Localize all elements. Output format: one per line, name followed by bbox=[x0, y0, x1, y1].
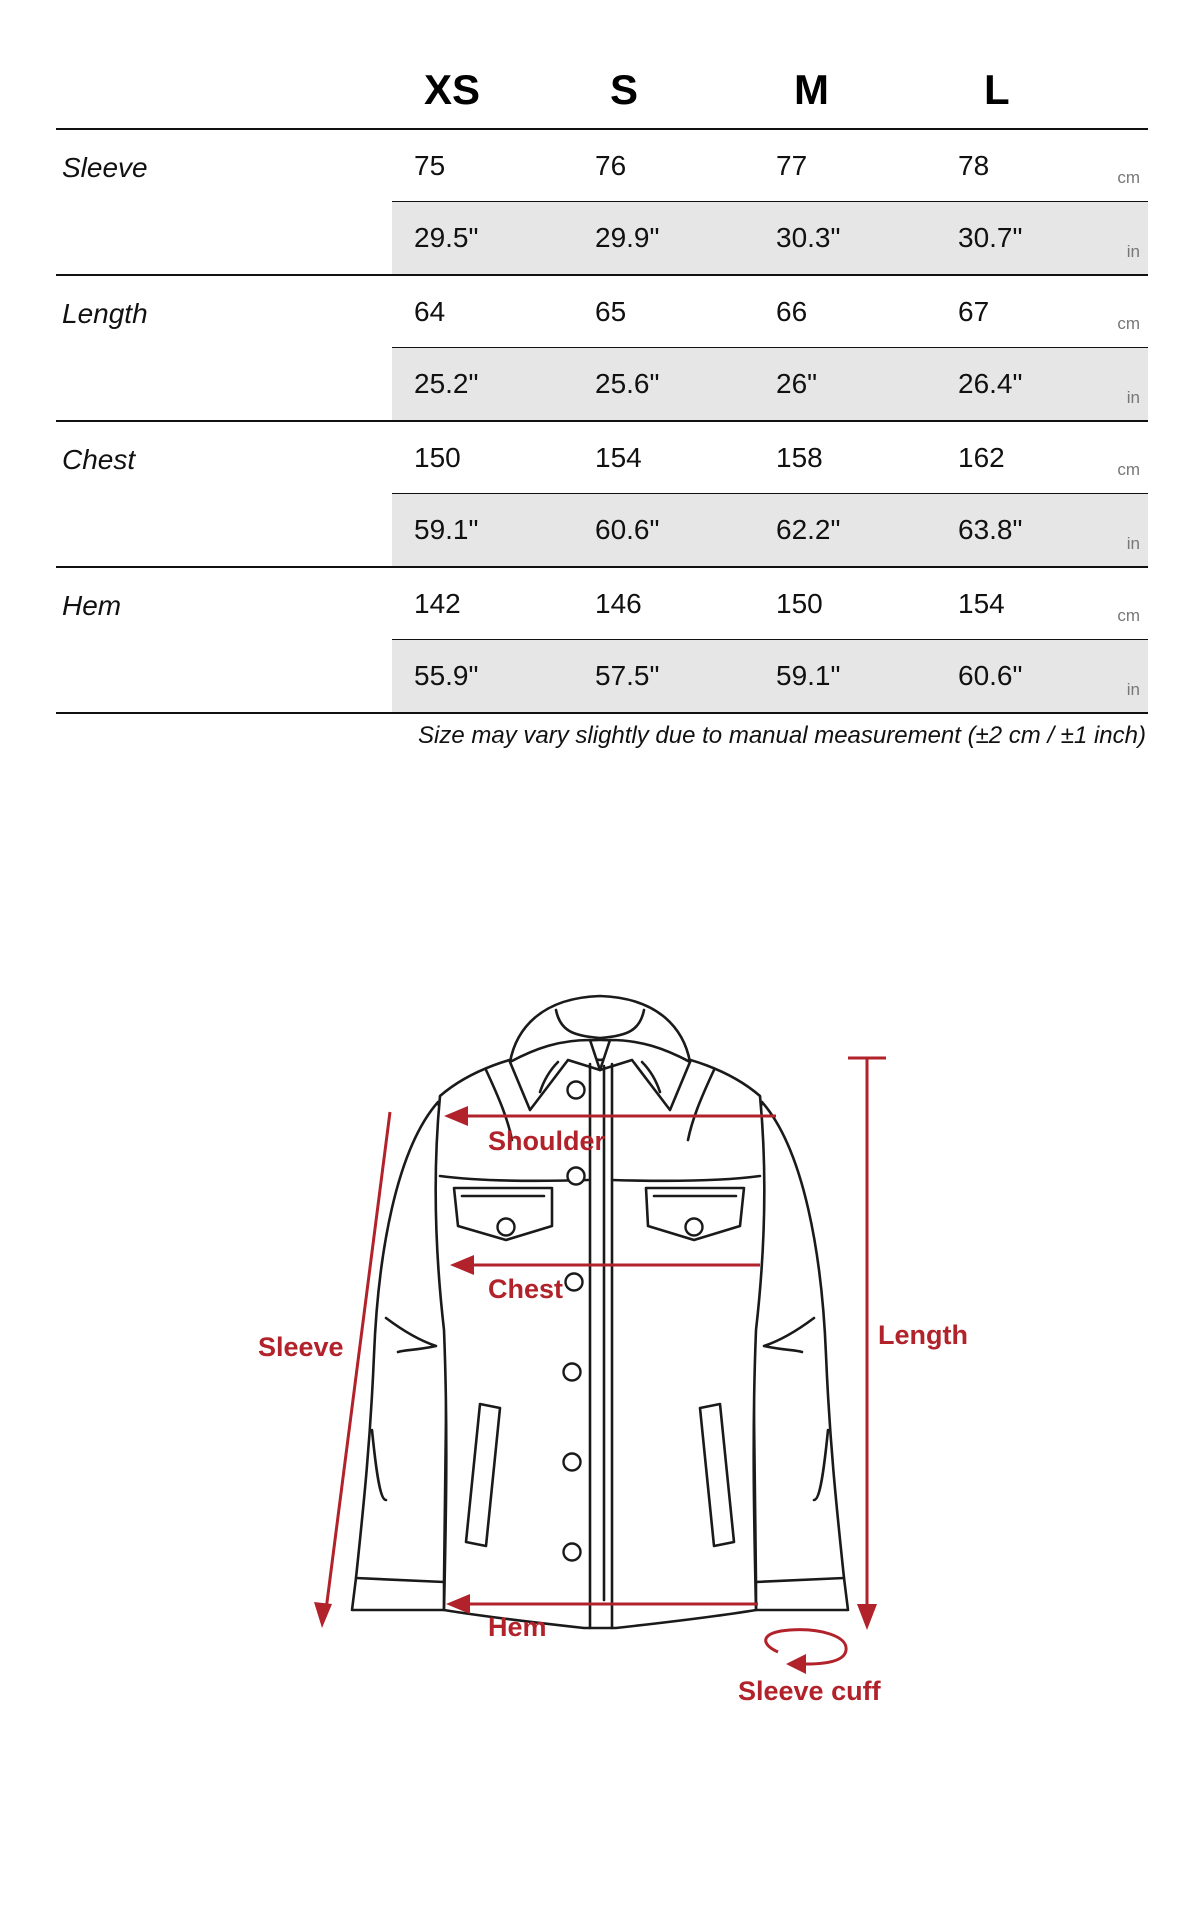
cell: 150 bbox=[776, 588, 823, 619]
button-icon bbox=[498, 1219, 515, 1236]
cell: 67 bbox=[958, 296, 990, 327]
size-header-l: L bbox=[984, 66, 1010, 113]
size-header-xs: XS bbox=[424, 66, 481, 113]
cell: 63.8" bbox=[958, 514, 1023, 545]
cell: 154 bbox=[958, 588, 1005, 619]
unit-label: cm bbox=[1117, 168, 1140, 187]
cell: 30.3" bbox=[776, 222, 841, 253]
cell: 26" bbox=[776, 368, 818, 399]
cell: 57.5" bbox=[595, 660, 660, 691]
cell: 30.7" bbox=[958, 222, 1023, 253]
cell: 78 bbox=[958, 150, 990, 181]
unit-label: cm bbox=[1117, 460, 1140, 479]
measure-label: Hem bbox=[62, 590, 122, 621]
unit-label: in bbox=[1126, 534, 1140, 553]
cell: 60.6" bbox=[958, 660, 1023, 691]
unit-label: in bbox=[1126, 680, 1140, 699]
cell: 66 bbox=[776, 296, 808, 327]
cell: 65 bbox=[595, 296, 627, 327]
cell: 29.9" bbox=[595, 222, 660, 253]
hem-label: Hem bbox=[488, 1612, 547, 1642]
cell: 59.1" bbox=[414, 514, 479, 545]
cell: 60.6" bbox=[595, 514, 660, 545]
cell: 150 bbox=[414, 442, 461, 473]
cell: 154 bbox=[595, 442, 642, 473]
cell: 59.1" bbox=[776, 660, 841, 691]
unit-label: in bbox=[1126, 388, 1140, 407]
cell: 25.6" bbox=[595, 368, 660, 399]
cell: 162 bbox=[958, 442, 1005, 473]
right-cuff bbox=[756, 1578, 848, 1610]
length-label: Length bbox=[878, 1320, 968, 1350]
size-header-m: M bbox=[794, 66, 829, 113]
cell: 25.2" bbox=[414, 368, 479, 399]
measure-label: Length bbox=[62, 298, 148, 329]
measure-label: Chest bbox=[62, 444, 136, 475]
cell: 142 bbox=[414, 588, 461, 619]
cell: 62.2" bbox=[776, 514, 841, 545]
measurement-note: Size may vary slightly due to manual measurement (±2 cm / ±1 inch) bbox=[418, 722, 1146, 749]
button-icon bbox=[566, 1274, 583, 1291]
cell: 29.5" bbox=[414, 222, 479, 253]
cell: 75 bbox=[414, 150, 446, 181]
cell: 146 bbox=[595, 588, 642, 619]
cell: 77 bbox=[776, 150, 808, 181]
button-icon bbox=[564, 1454, 581, 1471]
unit-label: in bbox=[1126, 242, 1140, 261]
cell: 158 bbox=[776, 442, 823, 473]
left-cuff bbox=[352, 1578, 444, 1610]
sleeve-cuff-label: Sleeve cuff bbox=[738, 1676, 881, 1706]
jacket-icon bbox=[352, 996, 848, 1628]
cell: 26.4" bbox=[958, 368, 1023, 399]
button-icon bbox=[686, 1219, 703, 1236]
size-header-s: S bbox=[610, 66, 639, 113]
cell: 64 bbox=[414, 296, 446, 327]
button-icon bbox=[568, 1082, 585, 1099]
cell: 76 bbox=[595, 150, 627, 181]
button-icon bbox=[564, 1364, 581, 1381]
button-icon bbox=[564, 1544, 581, 1561]
chest-label: Chest bbox=[488, 1274, 564, 1304]
cell: 55.9" bbox=[414, 660, 479, 691]
button-icon bbox=[568, 1168, 585, 1185]
sleeve-cuff-arrow bbox=[766, 1630, 846, 1674]
shoulder-label: Shoulder bbox=[488, 1126, 606, 1156]
measure-label: Sleeve bbox=[62, 152, 148, 183]
sleeve-label: Sleeve bbox=[258, 1332, 344, 1362]
unit-label: cm bbox=[1117, 606, 1140, 625]
unit-label: cm bbox=[1117, 314, 1140, 333]
